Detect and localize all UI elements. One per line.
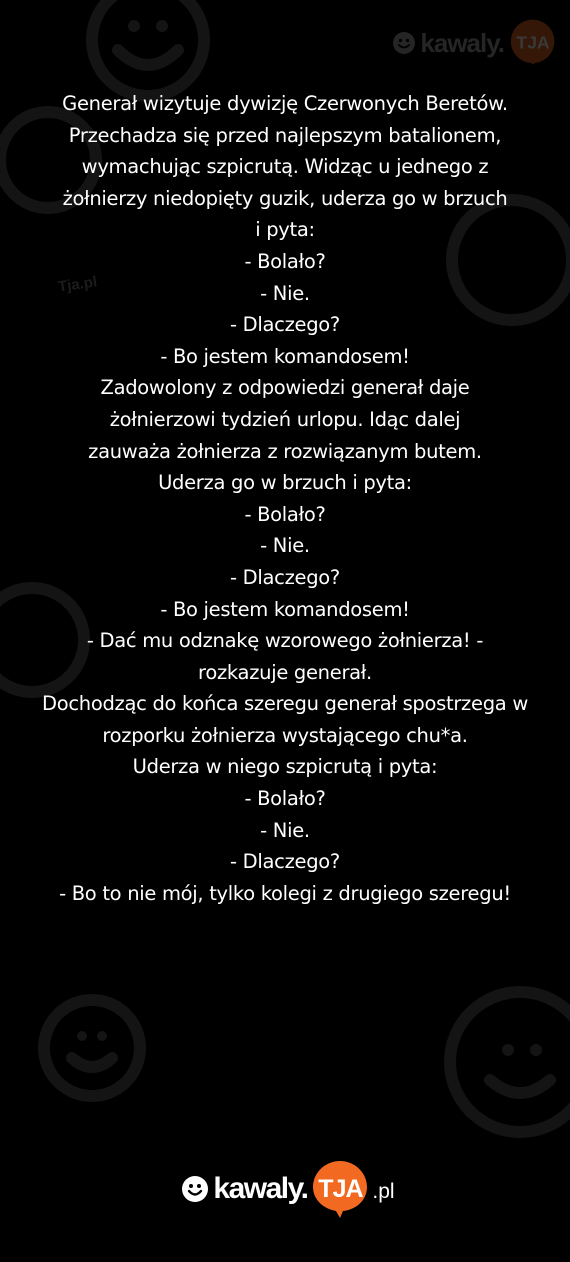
- joke-line: - Bo jestem komandosem!: [160, 344, 410, 368]
- joke-line: rozporku żołnierza wystającego chu*a.: [102, 723, 468, 747]
- joke-line: - Dlaczego?: [230, 565, 340, 589]
- joke-line: Generał wizytuje dywizję Czerwonych Beretów.: [62, 92, 508, 115]
- tja-badge: [309, 1158, 371, 1220]
- joke-line: - Bo to nie mój, tylko kolegi z drugiego szeregu!: [59, 881, 511, 905]
- joke-line: wymachując szpicrutą. Widząc u jednego z: [81, 155, 489, 179]
- joke-line: rozkazuje generał.: [198, 660, 372, 684]
- joke-line: - Nie.: [260, 534, 310, 558]
- joke-line: - Dlaczego?: [230, 850, 340, 874]
- joke-line: - Bolało?: [244, 249, 326, 273]
- background-smiley-icon-5: [450, 992, 570, 1132]
- joke-line: Uderza go w brzuch i pyta:: [158, 471, 412, 495]
- joke-line: żołnierzowi tydzień urlopu. Idąc dalej: [109, 407, 461, 431]
- joke-line: - Dlaczego?: [230, 313, 340, 337]
- watermark-text: Tja.pl: [57, 273, 99, 296]
- tja-badge-text: TJA: [318, 1175, 363, 1203]
- joke-line: Zadowolony z odpowiedzi generał daje: [100, 376, 470, 400]
- joke-line: Uderza w niego szpicrutą i pyta:: [132, 755, 438, 779]
- background-smiley-icon: [92, 0, 204, 96]
- smiley-icon: [181, 1175, 209, 1203]
- joke-line: - Bo jestem komandosem!: [160, 597, 410, 621]
- joke-line: - Nie.: [260, 281, 310, 305]
- top-logo-brand: kawaly.: [420, 27, 504, 58]
- top-logo-badge-icon: [508, 18, 558, 68]
- joke-line: - Bolało?: [244, 502, 326, 526]
- top-logo: [392, 18, 558, 68]
- joke-line: zauważa żołnierza z rozwiązanym butem.: [88, 439, 482, 463]
- joke-line: - Bolało?: [244, 787, 326, 811]
- bottom-logo[interactable]: [0, 1158, 570, 1220]
- top-logo-badge-text: TJA: [516, 32, 550, 53]
- joke-line: - Dać mu odznakę wzorowego żołnierza! -: [86, 629, 484, 653]
- joke-line: żołnierzy niedopięty guzik, uderza go w brzuch: [62, 186, 508, 210]
- top-logo-smiley-icon: [392, 31, 416, 55]
- joke-line: Przechadza się przed najlepszym batalionem,: [68, 123, 502, 147]
- joke-line: i pyta:: [255, 218, 315, 242]
- logo-brand-text: kawaly.: [213, 1172, 308, 1205]
- joke-text: [10, 88, 560, 909]
- joke-line: - Nie.: [260, 818, 310, 842]
- background-smiley-icon-4: [44, 1000, 140, 1096]
- logo-tld-text: .pl: [372, 1180, 395, 1203]
- joke-line: Dochodząc do końca szeregu generał spostrzega w: [42, 692, 528, 716]
